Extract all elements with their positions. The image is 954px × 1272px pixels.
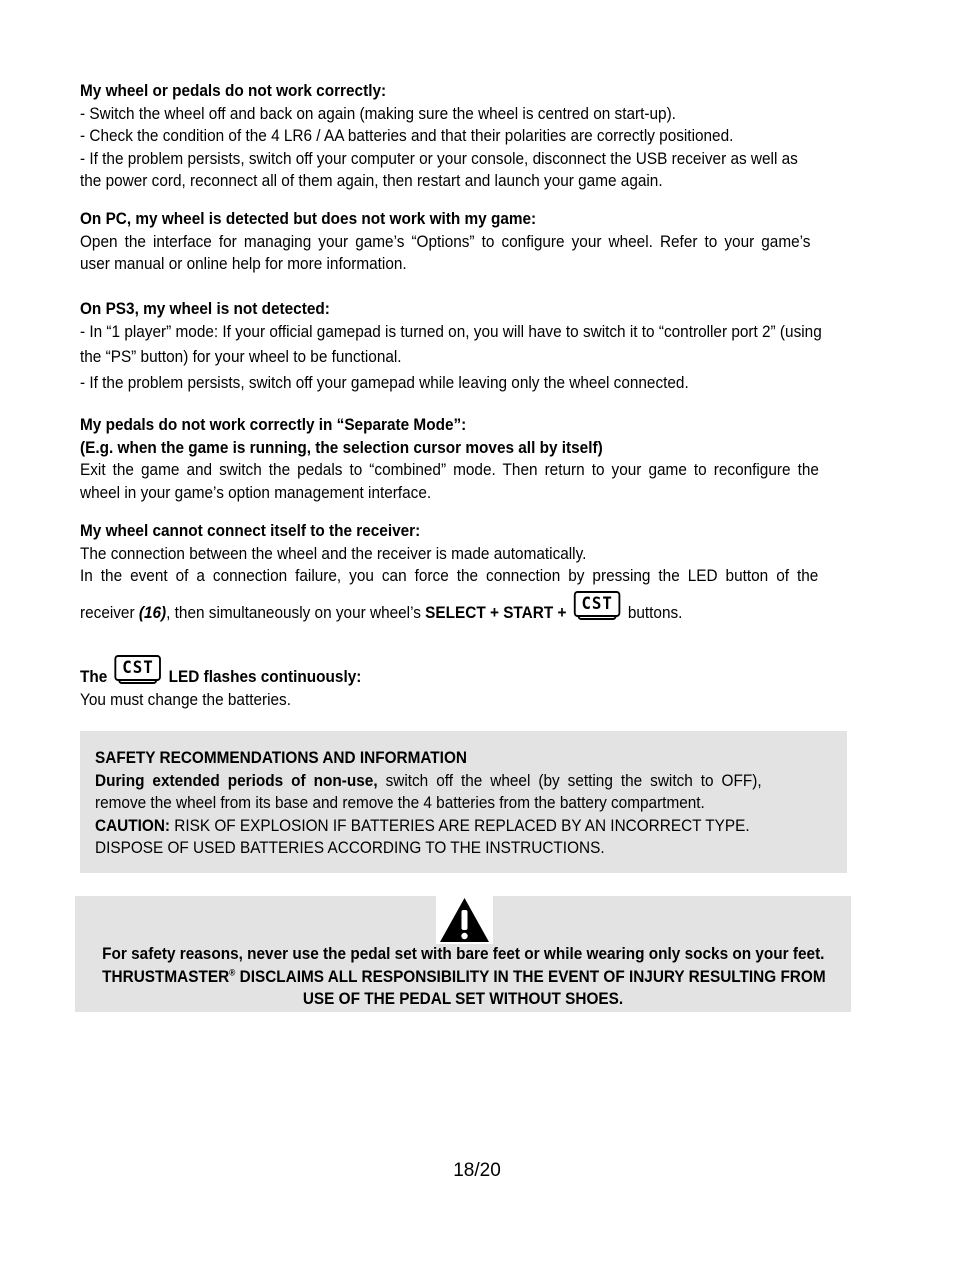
section-led-flashes	[80, 657, 787, 711]
bold-fragment: During extended periods of non-use,	[95, 771, 378, 790]
brand-name: THRUSTMASTER	[102, 967, 230, 986]
section-heading: My pedals do not work correctly in “Separate Mode”:	[80, 416, 467, 434]
section-ps3-not-detected	[80, 298, 822, 394]
paragraph-line: DISPOSE OF USED BATTERIES ACCORDING TO THE INSTRUCTIONS.	[95, 839, 605, 857]
warning-line: For safety reasons, never use the pedal set with bare feet or while wearing only socks on your feet.	[102, 945, 825, 963]
section-heading	[80, 657, 787, 689]
section-heading: My wheel or pedals do not work correctly:	[80, 82, 387, 100]
paragraph-line: Exit the game and switch the pedals to “combined” mode. Then return to your game to reconfigure the	[80, 461, 819, 479]
page-number: 18/20	[453, 1160, 501, 1181]
section-heading: On PC, my wheel is detected but does not work with my game:	[80, 210, 537, 228]
paragraph-line: Open the interface for managing your game’s “Options” to configure your wheel. Refer to your game’s	[80, 232, 811, 251]
bold-fragment: CAUTION:	[95, 816, 171, 835]
warning-line	[102, 966, 824, 989]
paragraph-line: user manual or online help for more information.	[80, 255, 407, 273]
text-fragment: RISK OF EXPLOSION IF BATTERIES ARE REPLACED BY AN INCORRECT TYPE.	[170, 816, 750, 835]
section-subheading: (E.g. when the game is running, the selection cursor moves all by itself)	[80, 438, 603, 457]
paragraph-line: - Switch the wheel off and back on again (making sure the wheel is centred on start-up).	[80, 104, 676, 123]
paragraph-line: the power cord, reconnect all of them again, then restart and launch your game again.	[80, 172, 663, 190]
cst-led-icon: CST	[115, 655, 162, 681]
section-receiver-connect	[80, 520, 819, 624]
registered-mark: ®	[229, 967, 236, 977]
text-fragment: switch off the wheel (by setting the switch to OFF),	[377, 771, 762, 790]
paragraph-line: The connection between the wheel and the receiver is made automatically.	[80, 544, 587, 563]
section-pc-detected	[80, 208, 811, 276]
paragraph-line: - In “1 player” mode: If your official gamepad is turned on, you will have to switch it to “controller port 2” (using	[80, 322, 822, 341]
paragraph-line: - If the problem persists, switch off your computer or your console, disconnect the USB receiver as well as	[80, 149, 798, 168]
text-fragment: receiver	[80, 603, 139, 622]
paragraph-line: - Check the condition of the 4 LR6 / AA batteries and that their polarities are correctly positioned.	[80, 127, 734, 145]
warning-line: USE OF THE PEDAL SET WITHOUT SHOES.	[302, 990, 624, 1008]
paragraph-line	[95, 815, 750, 838]
paragraph-line: You must change the batteries.	[80, 690, 291, 709]
safety-heading: SAFETY RECOMMENDATIONS AND INFORMATION	[95, 749, 467, 767]
section-separate-mode	[80, 414, 819, 504]
paragraph-line	[80, 594, 787, 625]
text-fragment: DISCLAIMS ALL RESPONSIBILITY IN THE EVENT OF INJURY RESULTING FROM	[235, 967, 826, 986]
text-fragment: buttons.	[627, 603, 683, 622]
safety-info-box	[80, 731, 847, 873]
section-heading: My wheel cannot connect itself to the receiver:	[80, 522, 421, 540]
button-combo-text: SELECT + START +	[425, 603, 567, 622]
section-heading: On PS3, my wheel is not detected:	[80, 300, 330, 318]
section-wheel-pedals	[80, 80, 798, 193]
paragraph-line: In the event of a connection failure, you can force the connection by pressing the LED button of the	[80, 567, 819, 585]
cst-button-icon: CST	[574, 591, 621, 617]
reference-number: (16)	[138, 603, 167, 622]
heading-fragment: The	[80, 668, 108, 686]
warning-triangle-icon	[436, 896, 493, 944]
heading-fragment: LED flashes continuously:	[168, 668, 362, 686]
paragraph-line: remove the wheel from its base and remove the 4 batteries from the battery compartment.	[95, 794, 705, 812]
paragraph-line	[95, 770, 762, 793]
paragraph-line: - If the problem persists, switch off your gamepad while leaving only the wheel connected.	[80, 373, 689, 392]
paragraph-line: the “PS” button) for your wheel to be functional.	[80, 348, 402, 366]
paragraph-line: wheel in your game’s option management interface.	[80, 483, 432, 502]
text-fragment: , then simultaneously on your wheel’s	[166, 603, 426, 622]
